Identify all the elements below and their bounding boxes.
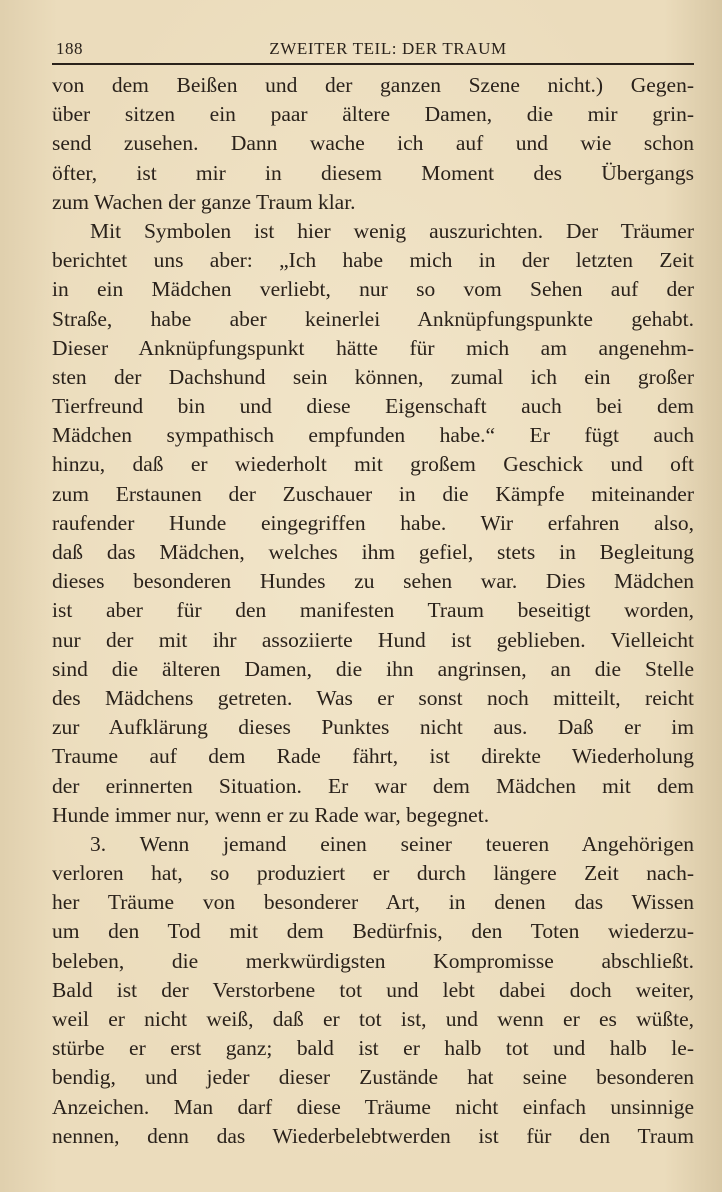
text-line: hinzu, daß er wiederholt mit großem Geschick und oft [52, 452, 694, 477]
text-line: in ein Mädchen verliebt, nur so vom Sehen auf der [52, 277, 694, 302]
text-line: um den Tod mit dem Bedürfnis, den Toten wiederzu- [52, 919, 694, 944]
text-line: bendig, und jeder dieser Zustände hat seine besonderen [52, 1065, 694, 1090]
text-line: Traume auf dem Rade fährt, ist direkte Wiederholung [52, 744, 694, 769]
text-line: dieses besonderen Hundes zu sehen war. Dies Mädchen [52, 569, 694, 594]
text-line: Bald ist der Verstorbene tot und lebt dabei doch weiter, [52, 977, 694, 1002]
text-line: Hunde immer nur, wenn er zu Rade war, begegnet. [52, 802, 490, 827]
page-number: 188 [56, 39, 83, 58]
text-line: von dem Beißen und der ganzen Szene nicht.) Gegen- [52, 73, 694, 97]
text-line: der erinnerten Situation. Er war dem Mädchen mit dem [52, 773, 694, 798]
text-line: Tierfreund bin und diese Eigenschaft auch bei dem [52, 394, 694, 419]
text-line: Straße, habe aber keinerlei Anknüpfungspunkte gehabt. [52, 306, 694, 331]
text-line: über sitzen ein paar ältere Damen, die mir grin- [52, 102, 694, 127]
text-line: beleben, die merkwürdigsten Kompromisse abschließt. [52, 948, 694, 973]
text-line: ist aber für den manifesten Traum beseitigt worden, [52, 598, 694, 623]
text-line: öfter, ist mir in diesem Moment des Übergangs [52, 160, 694, 185]
text-line: 3. Wenn jemand einen seiner teueren Angehörigen [90, 831, 694, 856]
text-line: Mädchen sympathisch empfunden habe.“ Er fügt auch [52, 423, 694, 448]
body-text [52, 71, 694, 1151]
text-line: Mit Symbolen ist hier wenig auszurichten. Der Träumer [90, 218, 694, 243]
text-line: send zusehen. Dann wache ich auf und wie schon [52, 131, 694, 156]
text-line: zum Wachen der ganze Traum klar. [52, 189, 356, 214]
text-line: des Mädchens getreten. Was er sonst noch mitteilt, reicht [52, 685, 694, 710]
text-line: her Träume von besonderer Art, in denen das Wissen [52, 890, 694, 915]
running-header [52, 37, 694, 65]
text-line: sten der Dachshund sein können, zumal ich ein großer [52, 364, 694, 389]
text-line: daß das Mädchen, welches ihm gefiel, stets in Begleitung [52, 540, 694, 564]
text-line: berichtet uns aber: „Ich habe mich in der letzten Zeit [52, 248, 694, 273]
text-line: sind die älteren Damen, die ihn angrinsen, an die Stelle [52, 656, 694, 681]
text-line: nur der mit ihr assoziierte Hund ist geblieben. Vielleicht [52, 627, 694, 652]
text-line: zur Aufklärung dieses Punktes nicht aus. Daß er im [52, 715, 694, 740]
running-title: ZWEITER TEIL: DER TRAUM [269, 39, 507, 58]
text-line: zum Erstaunen der Zuschauer in die Kämpfe miteinander [52, 481, 694, 506]
text-line: raufender Hunde eingegriffen habe. Wir erfahren also, [52, 510, 694, 535]
text-line: weil er nicht weiß, daß er tot ist, und wenn er es wüßte, [52, 1007, 694, 1031]
text-line: Dieser Anknüpfungspunkt hätte für mich am angenehm- [52, 335, 694, 360]
text-line: stürbe er erst ganz; bald ist er halb tot und halb le- [52, 1036, 694, 1061]
text-line: nennen, denn das Wiederbelebtwerden ist für den Traum [52, 1123, 694, 1148]
text-line: verloren hat, so produziert er durch längere Zeit nach- [52, 861, 694, 886]
text-line: Anzeichen. Man darf diese Träume nicht einfach unsinnige [52, 1094, 694, 1119]
